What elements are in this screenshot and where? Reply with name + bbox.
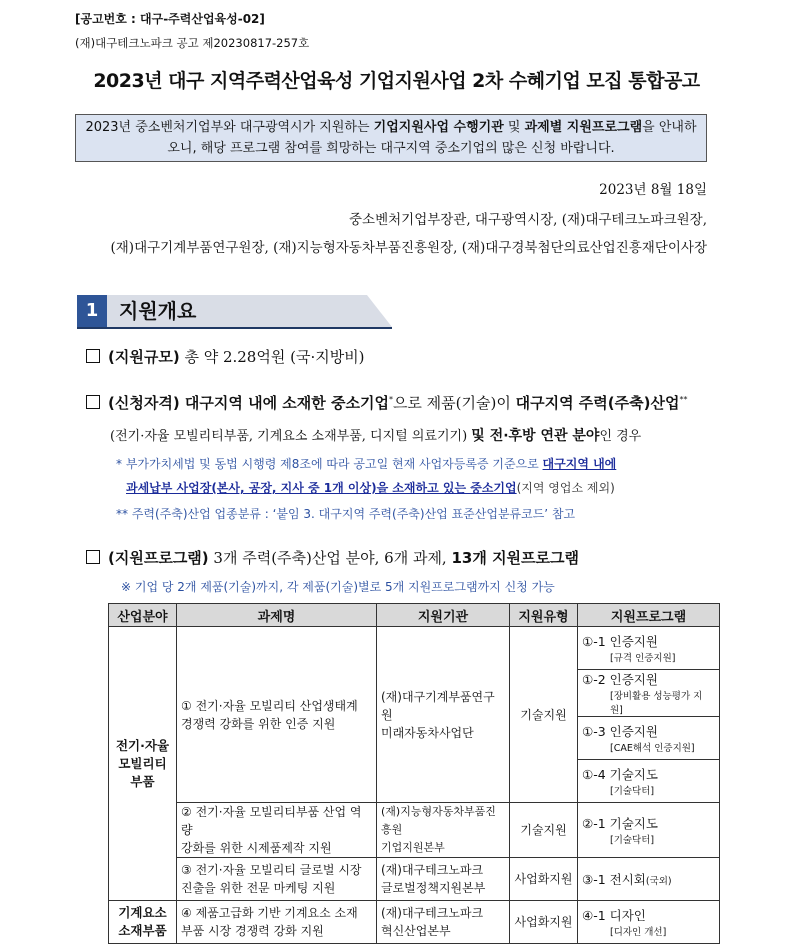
agency-notice-number: (재)대구테크노파크 공고 제20230817-257호 (75, 36, 310, 50)
program-1-1 (578, 627, 720, 670)
table-header-row (109, 604, 720, 627)
program-count: 13개 지원프로그램 (451, 549, 580, 567)
task-4: ④ 제품고급화 기반 기계요소 소재 부품 시장 경쟁력 강화 지원 (177, 901, 377, 944)
intro-text-1: 2023년 중소벤처기업부와 대구광역시가 지원하는 (85, 120, 374, 135)
program-1-3-title: ①-3 인증지원 (582, 724, 658, 739)
footnote-1-exclusion: (지역 영업소 제외) (516, 481, 615, 495)
header-task: 과제명 (177, 604, 377, 627)
program-2-1-sub: [기술닥터] (610, 835, 655, 846)
table-row (109, 627, 720, 670)
program-1-2-title: ①-2 인증지원 (582, 672, 658, 687)
section-title: 지원개요 (119, 299, 197, 323)
table-row (109, 803, 720, 858)
header-category: 산업분야 (109, 604, 177, 627)
program-4-1-sub: [디자인 개선] (610, 927, 667, 938)
type-3: 사업화지원 (510, 858, 578, 901)
footnote-1-text: * 부가가치세법 및 동법 시행령 제8조에 따라 공고일 현재 사업자등록증 기준으로 (116, 457, 543, 471)
program-1-4 (578, 760, 720, 803)
signatories-line-2: (재)대구기계부품연구원장, (재)지능형자동차부품진흥원장, (재)대구경북첨단의료산업진흥재단이사장 (110, 240, 707, 256)
program-1-2-sub: [장비활용 성능평가 지원] (610, 691, 703, 716)
scale-label: (지원규모) (108, 348, 180, 366)
program-text: 3개 주력(주축)산업 분야, 6개 과제, (208, 549, 452, 567)
eligibility-bold-1: 대구지역 내에 소재한 중소기업 (179, 394, 389, 412)
program-note: ※ 기업 당 2개 제품(기술)까지, 각 제품(기술)별로 5개 지원프로그램까지 신청 가능 (121, 580, 555, 594)
support-scale (86, 346, 365, 367)
program-3-1 (578, 858, 720, 901)
task-1: ① 전기·자율 모빌리티 산업생태계 경쟁력 강화를 위한 인증 지원 (177, 627, 377, 803)
program-1-4-sub: [기술닥터] (610, 786, 655, 797)
header-agency: 지원기관 (377, 604, 510, 627)
intro-bold-1: 기업지원사업 수행기관 (373, 120, 504, 135)
section-number: 1 (77, 295, 107, 327)
program-4-1-title: ④-1 디자인 (582, 908, 646, 923)
program-1-3-sub: [CAE해석 인증지원] (610, 743, 695, 754)
eligibility-bold-2: 대구지역 주력(주축)산업 (515, 394, 680, 412)
eligibility-related-fields: 및 전·후방 연관 분야 (471, 428, 600, 444)
task-2: ② 전기·자율 모빌리티부품 산업 역량 강화를 위한 시제품제작 지원 (177, 803, 377, 858)
header-program: 지원프로그램 (578, 604, 720, 627)
footnote-1-highlight: 대구지역 내에 (542, 457, 617, 471)
program-3-1-title: ③-1 전시회 (582, 872, 646, 887)
type-1: 기술지원 (510, 627, 578, 803)
type-4: 사업화지원 (510, 901, 578, 944)
program-3-1-sub: (국외) (645, 876, 672, 887)
program-2-1 (578, 803, 720, 858)
program-table (108, 603, 720, 944)
checkbox-square-icon (86, 395, 100, 409)
category-machinery: 기계요소 소재부품 (109, 901, 177, 944)
agency-2: (재)지능형자동차부품진흥원 기업지원본부 (377, 803, 510, 858)
task-3: ③ 전기·자율 모빌리티 글로벌 시장 진출을 위한 전문 마케팅 지원 (177, 858, 377, 901)
signatories-line-1: 중소벤처기업부장관, 대구광역시장, (재)대구테크노파크원장, (348, 212, 707, 228)
footnote-2: ** 주력(주축)산업 업종분류 : ‘붙임 3. 대구지역 주력(주축)산업 표준산업분류코드’ 참고 (116, 507, 576, 521)
footnote-mark-2: ** (679, 395, 688, 404)
support-program (86, 547, 579, 568)
eligibility-text-1: 으로 제품(기술)이 (392, 394, 516, 412)
intro-text-2: 및 (503, 120, 525, 135)
section-underline (77, 327, 392, 329)
eligibility-line-1 (86, 392, 687, 413)
program-1-1-sub: [규격 인증지원] (610, 653, 676, 664)
eligibility-label: (신청자격) (108, 394, 180, 412)
footnote-1-line-2 (126, 479, 615, 496)
program-label: (지원프로그램) (108, 549, 209, 567)
program-1-4-title: ①-4 기술지도 (582, 767, 658, 782)
eligibility-industries: (전기·자율 모빌리티부품, 기계요소 소재부품, 디지털 의료기기) (110, 429, 472, 444)
agency-1: (재)대구기계부품연구원 미래자동차사업단 (377, 627, 510, 803)
checkbox-square-icon (86, 349, 100, 363)
intro-box (75, 114, 707, 162)
program-2-1-title: ②-1 기술지도 (582, 816, 658, 831)
agency-3: (재)대구테크노파크 글로벌정책지원본부 (377, 858, 510, 901)
section-header (77, 295, 392, 329)
table-row (109, 901, 720, 944)
table-row (109, 858, 720, 901)
program-1-2 (578, 670, 720, 717)
notice-date: 2023년 8월 18일 (599, 182, 707, 198)
footnote-mark-1: * (388, 395, 393, 404)
eligibility-case: 인 경우 (599, 429, 642, 444)
program-1-1-title: ①-1 인증지원 (582, 634, 658, 649)
intro-text-3: 을 안내하오니, 해당 프로그램 참여를 희망하는 대구지역 중소기업의 많은 신청 바랍니다. (167, 120, 697, 156)
header-type: 지원유형 (510, 604, 578, 627)
program-1-3 (578, 717, 720, 760)
checkbox-square-icon (86, 550, 100, 564)
category-mobility: 전기·자율 모빌리티 부품 (109, 627, 177, 901)
intro-bold-2: 과제별 지원프로그램 (524, 120, 643, 135)
page-title: 2023년 대구 지역주력산업육성 기업지원사업 2차 수혜기업 모집 통합공고 (93, 70, 700, 92)
notice-number: [공고번호 : 대구-주력산업육성-02] (75, 12, 265, 26)
eligibility-line-2 (110, 425, 641, 445)
agency-4: (재)대구테크노파크 혁신산업본부 (377, 901, 510, 944)
footnote-1-line-1 (116, 455, 616, 472)
scale-text: 총 약 2.28억원 (국·지방비) (179, 348, 365, 366)
program-4-1 (578, 901, 720, 944)
footnote-1-highlight-2: 과세납부 사업장(본사, 공장, 지사 중 1개 이상)을 소재하고 있는 중소기업 (126, 481, 517, 495)
type-2: 기술지원 (510, 803, 578, 858)
